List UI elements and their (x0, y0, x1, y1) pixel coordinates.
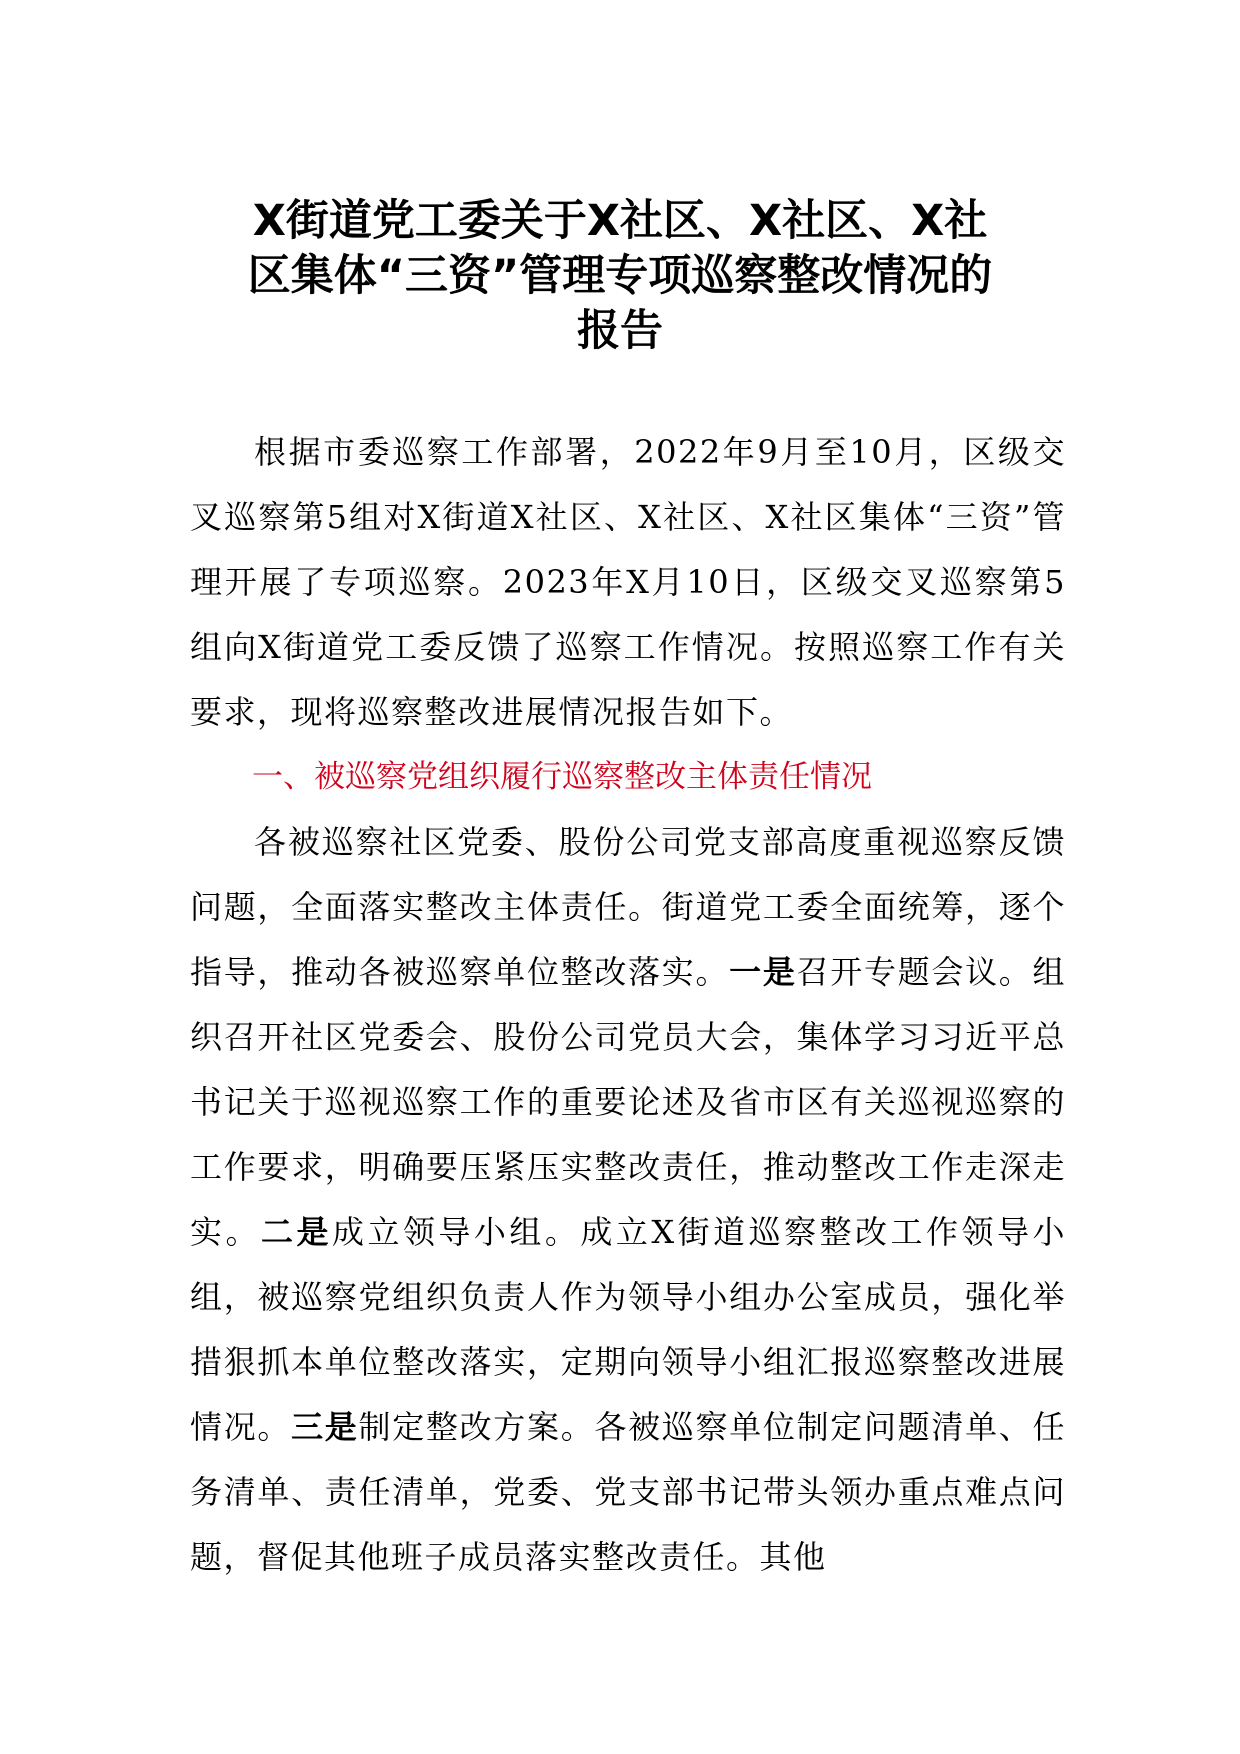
point-1-label: 一是 (729, 953, 797, 991)
title-line-2: 区集体“三资”管理专项巡察整改情况的 (247, 251, 993, 301)
section-1-heading: 一、被巡察党组织履行巡察整改主体责任情况 (252, 759, 872, 795)
section-1-paragraph (190, 810, 1066, 1590)
point-3-label: 三是 (291, 1408, 359, 1446)
point-3-text: 制定整改方案。各被巡察单位制定问题清单、任务清单、责任清单，党委、党支部书记带头领办重点难点问题，督促其他班子成员落实整改责任。其他 (190, 1408, 1066, 1576)
title-line-1: X街道党工委关于X社区、X社区、X社 (252, 196, 988, 246)
document-body (190, 420, 1066, 1590)
intro-paragraph: 根据市委巡察工作部署，2022年9月至10月，区级交叉巡察第5组对X街道X社区、X社区、X社区集体“三资”管理开展了专项巡察。2023年X月10日，区级交叉巡察第5组向X街道党工委反馈了巡察工作情况。按照巡察工作有关要求，现将巡察整改进展情况报告如下。 (190, 433, 1066, 731)
section-1-lead: 各被巡察社区党委、股份公司党支部高度重视巡察反馈问题，全面落实整改主体责任。街道党工委全面统筹，逐个指导，推动各被巡察单位整改落实。 (190, 823, 1066, 991)
document-title (180, 194, 1060, 359)
title-line-3: 报告 (577, 306, 663, 356)
point-1-text: 召开专题会议。组织召开社区党委会、股份公司党员大会，集体学习习近平总书记关于巡视巡察工作的重要论述及省市区有关巡视巡察的工作要求，明确要压紧压实整改责任，推动整改工作走深走实。 (190, 953, 1066, 1251)
point-2-label: 二是 (260, 1213, 332, 1251)
point-2-text: 成立领导小组。成立X街道巡察整改工作领导小组，被巡察党组织负责人作为领导小组办公室成员，强化举措狠抓本单位整改落实，定期向领导小组汇报巡察整改进展情况。 (190, 1213, 1066, 1446)
